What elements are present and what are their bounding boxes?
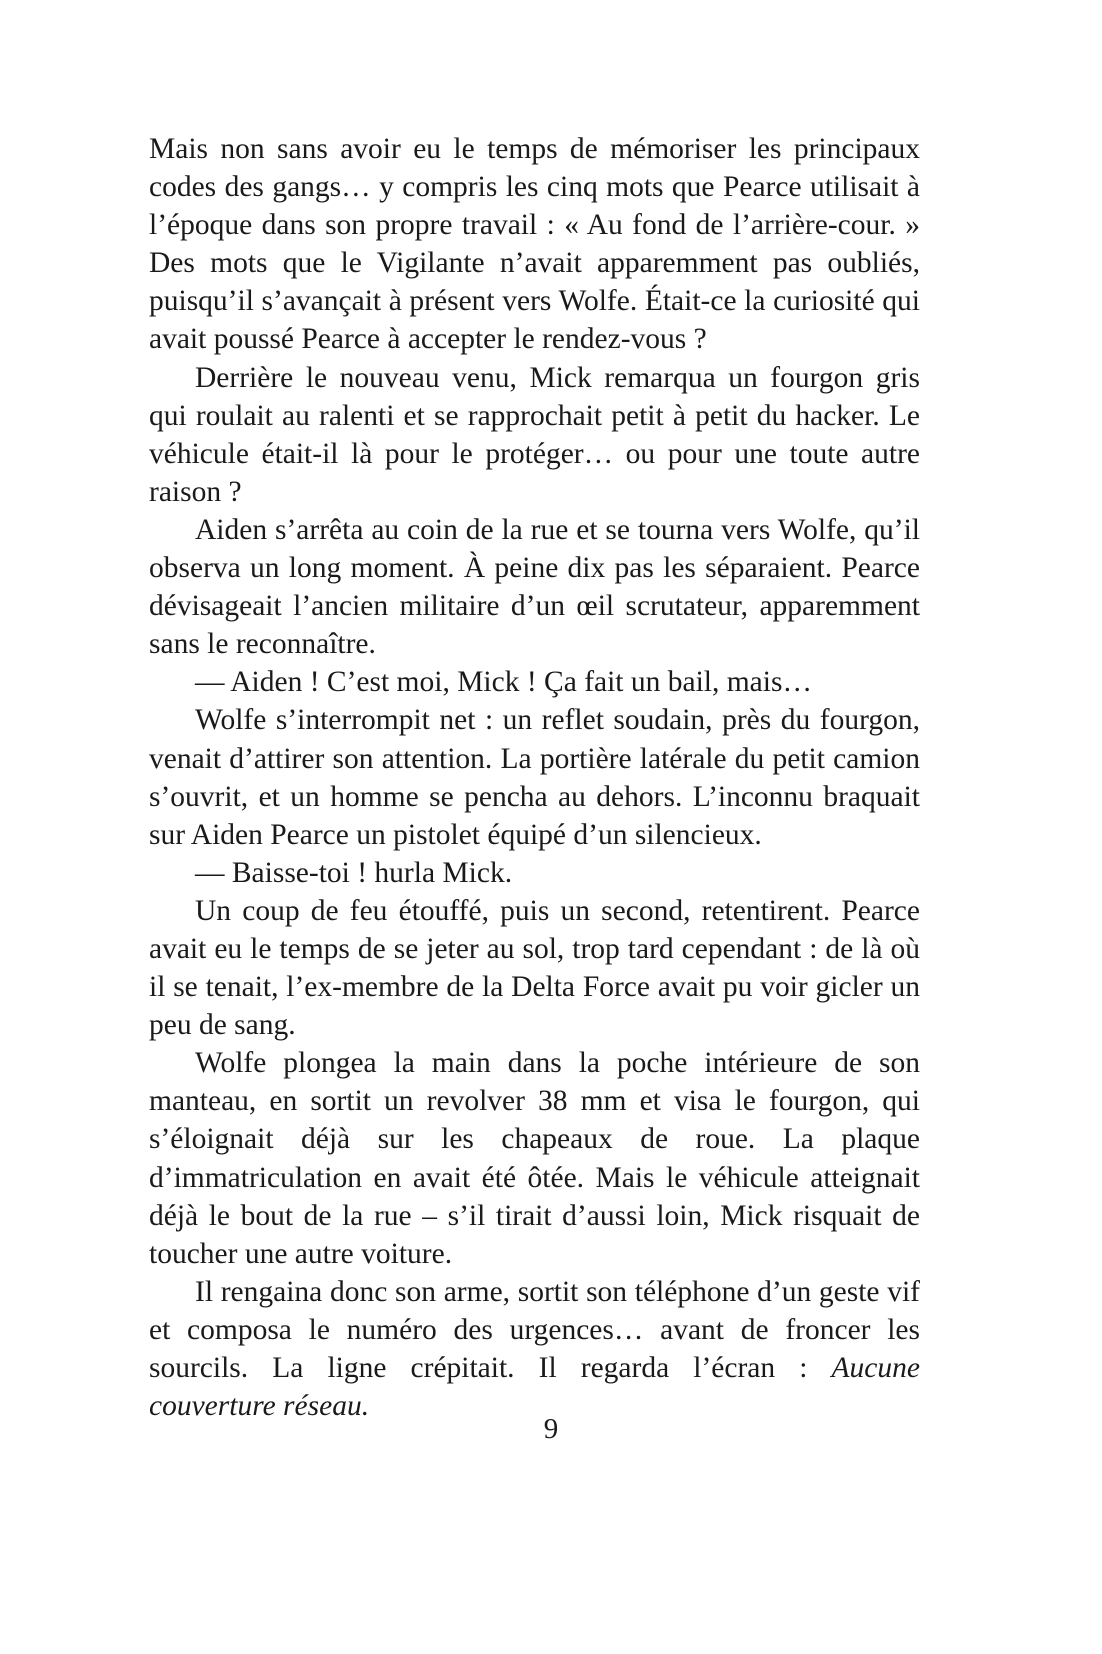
dialogue-line-1: — Aiden ! C’est moi, Mick ! Ça fait un bail, mais… xyxy=(195,666,812,699)
paragraph-2: Derrière le nouveau venu, Mick remarqua un fourgon gris qui roulait au ralenti et se rapprochait petit à petit du hacker. Le véhicule était-il là pour le protéger… ou pour une toute autre raison ? xyxy=(149,361,920,508)
italic-screen-message: Aucune couverture réseau. xyxy=(149,1352,920,1423)
page-number: 9 xyxy=(543,1413,559,1445)
dialogue-line-2: — Baisse-toi ! hurla Mick. xyxy=(195,856,513,889)
paragraph-4: Wolfe s’interrompit net : un reflet soudain, près du fourgon, venait d’attirer son attention. La portière latérale du petit camion s’ouvrit, et un homme se pencha au dehors. L’inconnu braquait sur Aiden Pearce un pistolet équipé d’un silencieux. xyxy=(149,704,920,851)
body-text xyxy=(149,130,920,1425)
paragraph-7 xyxy=(149,1273,920,1425)
paragraph-5: Un coup de feu étouffé, puis un second, retentirent. Pearce avait eu le temps de se jeter au sol, trop tard cependant : de là où il se tenait, l’ex-membre de la Delta Force avait pu voir gicler un peu de sang. xyxy=(149,894,920,1042)
paragraph-1: Mais non sans avoir eu le temps de mémoriser les principaux codes des gangs… y compris les cinq mots que Pearce utilisait à l’époque dans son propre travail : « Au fond de l’arrière-cour. » Des mots que le Vigilante n’avait apparemment pas oubliés, puisqu’il s’avançait à présent vers Wolfe. Était-ce la curiosité qui avait poussé Pearce à accepter le rendez-vous ? xyxy=(149,133,920,356)
paragraph-6: Wolfe plongea la main dans la poche intérieure de son manteau, en sortit un revolver 38 mm et visa le fourgon, qui s’éloignait déjà sur les chapeaux de roue. La plaque d’immatriculation en avait été ôtée. Mais le véhicule atteignait déjà le bout de la rue – s’il tirait d’aussi loin, Mick risquait de toucher une autre voiture. xyxy=(149,1047,920,1270)
paragraph-3: Aiden s’arrêta au coin de la rue et se tourna vers Wolfe, qu’il observa un long moment. À peine dix pas les séparaient. Pearce dévisageait l’ancien militaire d’un œil scrutateur, apparemment sans le reconnaître. xyxy=(149,513,920,661)
paragraph-7-text: Il rengaina donc son arme, sortit son téléphone d’un geste vif et composa le numéro des urgences… avant de froncer les sourcils. La ligne crépitait. Il regarda l’écran : xyxy=(149,1275,920,1384)
